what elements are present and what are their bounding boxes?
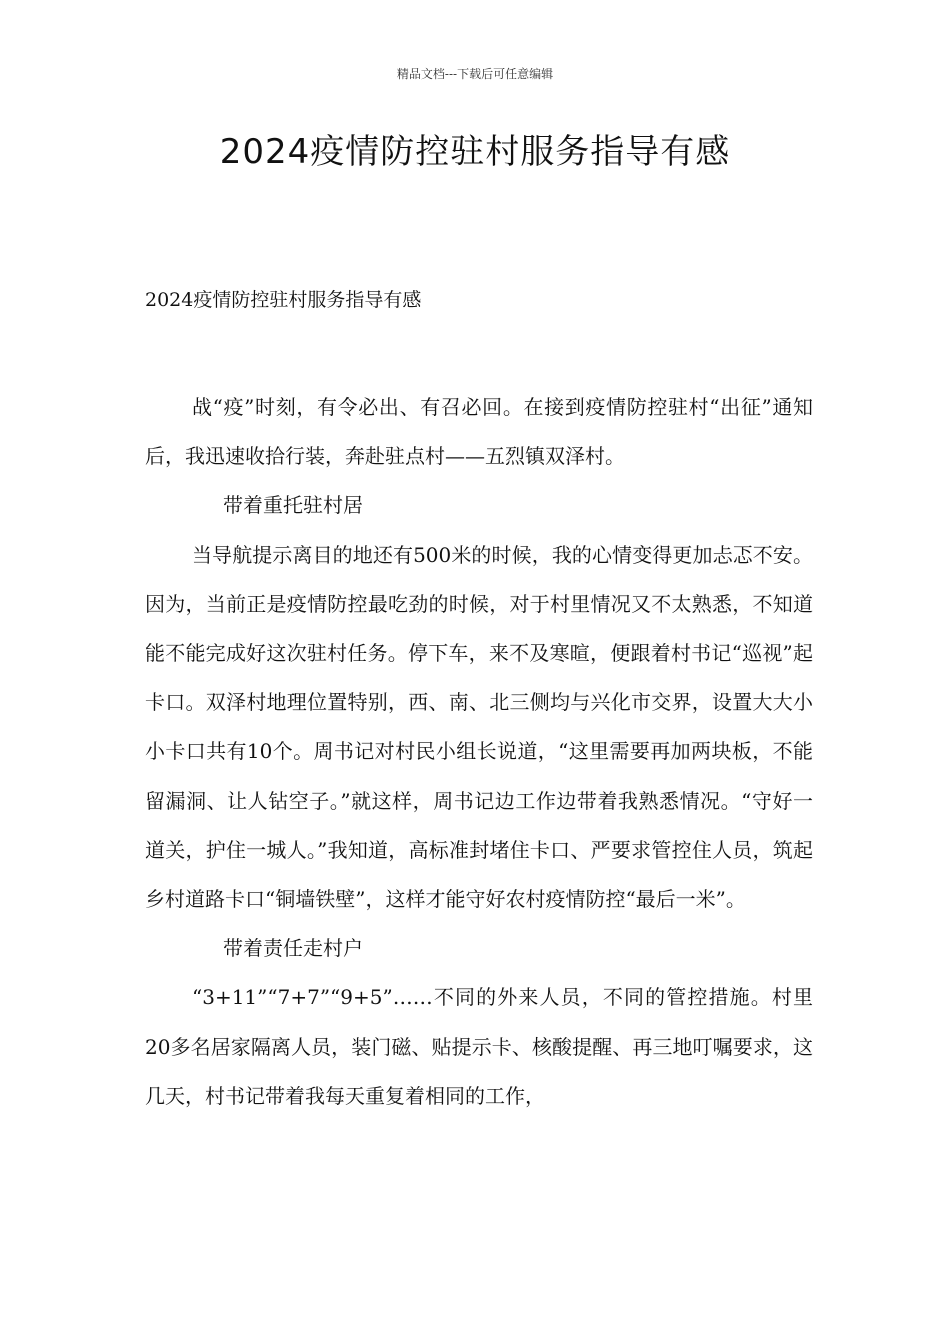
header-note: 精品文档---下载后可任意编辑 <box>396 67 554 81</box>
paragraph: “3+11”“7+7”“9+5”……不同的外来人员，不同的管控措施。村里20多名居家隔离人员，装门磁、贴提示卡、核酸提醒、再三地叮嘱要求，这几天，村书记带着我每天重复着相同的工作， <box>145 985 813 1108</box>
paragraph: 战“疫”时刻，有令必出、有召必回。在接到疫情防控驻村“出征”通知后，我迅速收拾行装，奔赴驻点村——五烈镇双泽村。 <box>145 395 813 469</box>
document-title: 2024疫情防控驻村服务指导有感 <box>219 132 731 172</box>
section-heading: 带着重托驻村居 <box>223 493 363 518</box>
document-body <box>145 383 813 1121</box>
section-heading: 带着责任走村户 <box>223 936 363 961</box>
document-subtitle: 2024疫情防控驻村服务指导有感 <box>145 289 422 311</box>
paragraph: 当导航提示离目的地还有500米的时候，我的心情变得更加忐忑不安。因为，当前正是疫情防控最吃劲的时候，对于村里情况又不太熟悉，不知道能不能完成好这次驻村任务。停下车，来不及寒暄，便跟着村书记“巡视”起卡口。双泽村地理位置特别，西、南、北三侧均与兴化市交界，设置大大小小卡口共有10个。周书记对村民小组长说道，“这里需要再加两块板，不能留漏洞、让人钻空子。”就这样，周书记边工作边带着我熟悉情况。“守好一道关，护住一城人。”我知道，高标准封堵住卡口、严要求管控住人员，筑起乡村道路卡口“铜墙铁壁”，这样才能守好农村疫情防控“最后一米”。 <box>145 542 813 912</box>
